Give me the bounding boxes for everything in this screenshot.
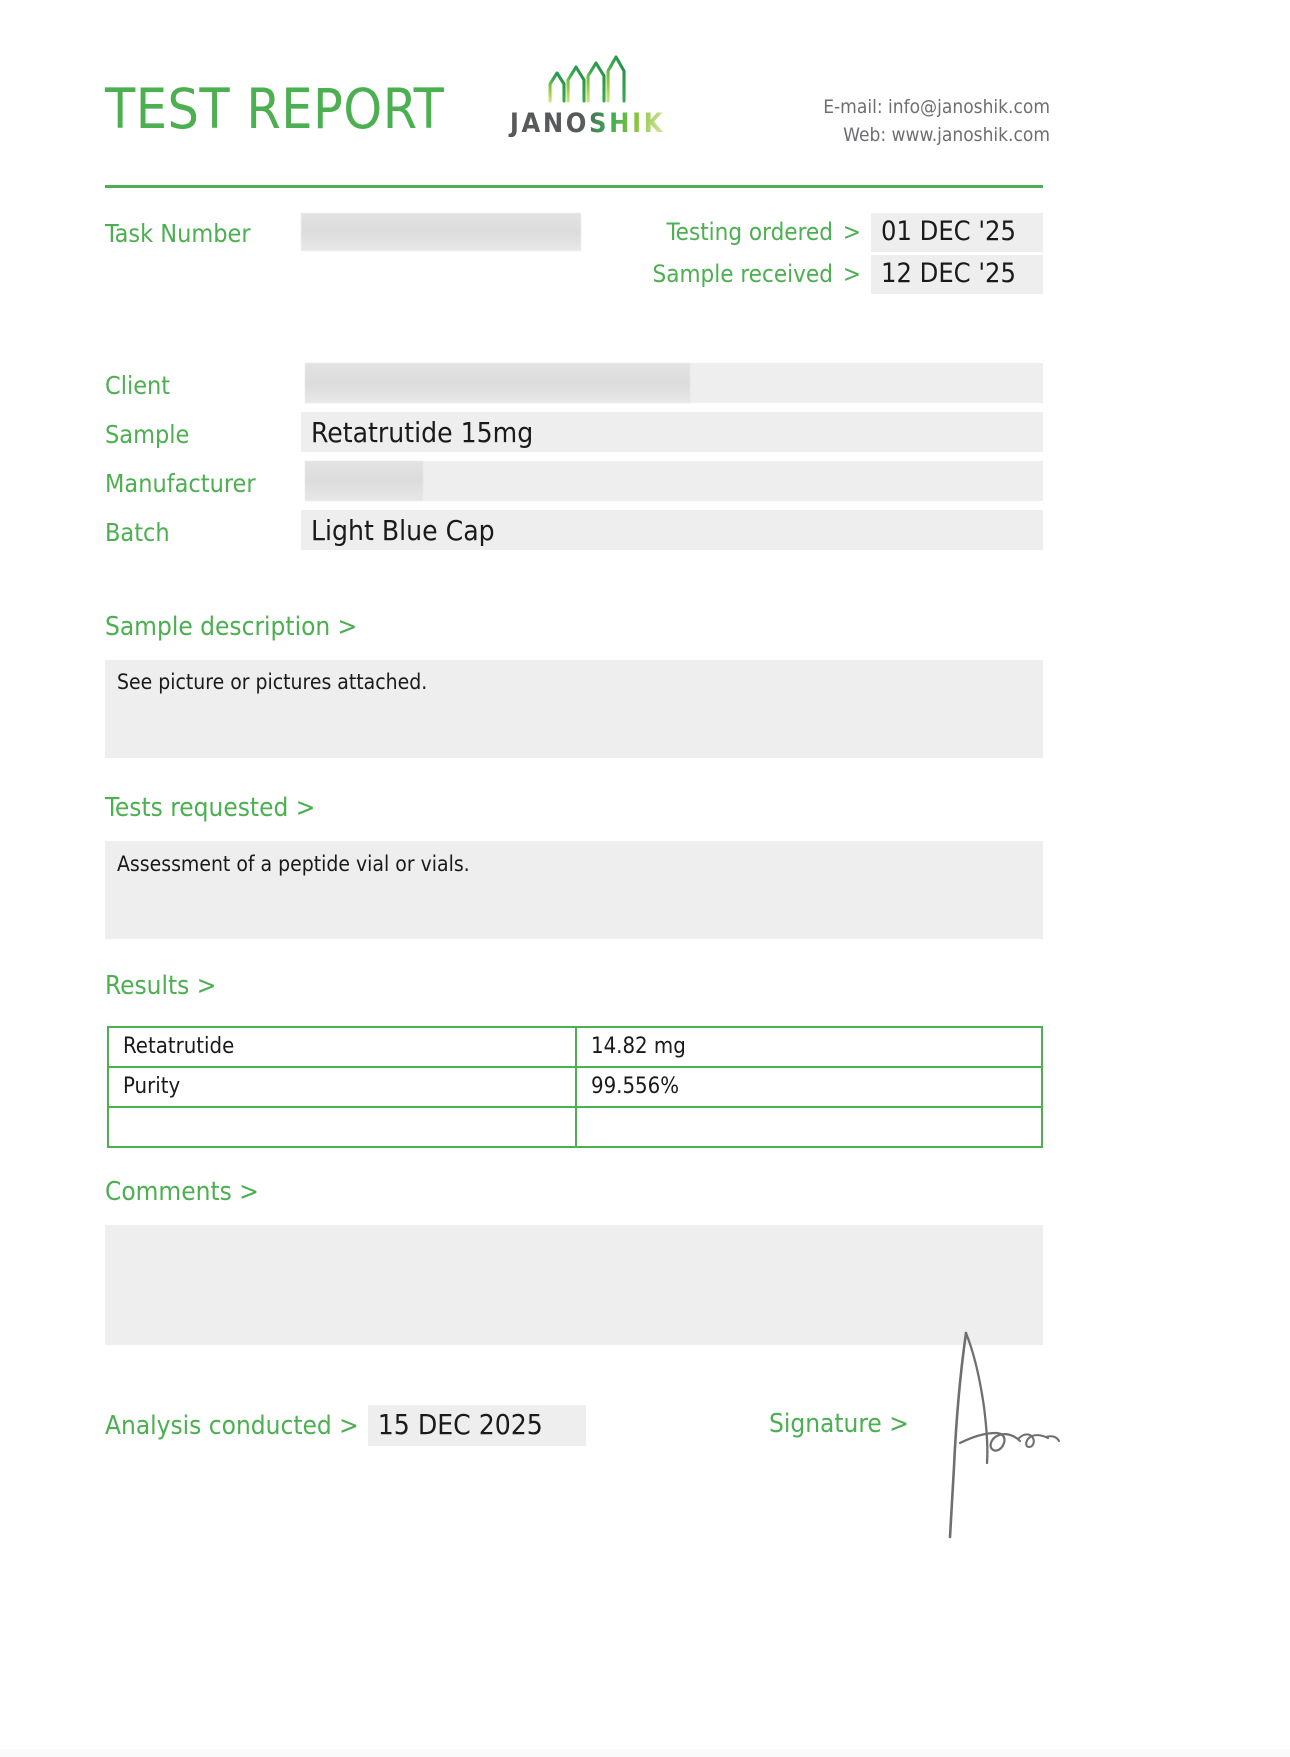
email-line: E-mail: info@janoshik.com xyxy=(823,96,1050,118)
result-value: 99.556% xyxy=(576,1067,1042,1107)
chromatogram-peaks-logo-icon xyxy=(546,52,630,104)
signature-label: Signature > xyxy=(769,1409,909,1439)
web-line: Web: www.janoshik.com xyxy=(843,123,1050,146)
janoshik-logo xyxy=(500,52,675,157)
header-divider xyxy=(105,185,1043,188)
analysis-conducted-row xyxy=(105,1405,586,1446)
testing-ordered-label: Testing ordered xyxy=(666,218,833,246)
sample-label: Sample xyxy=(105,420,190,449)
comments-heading: Comments > xyxy=(105,1177,259,1207)
result-value: 14.82 mg xyxy=(576,1027,1042,1067)
tests-requested-heading: Tests requested > xyxy=(105,793,316,823)
client-redacted-value xyxy=(305,363,690,403)
testing-ordered-value: 01 DEC '25 xyxy=(871,213,1043,252)
client-row xyxy=(105,363,1043,411)
manufacturer-row xyxy=(105,461,1043,509)
manufacturer-field xyxy=(305,461,1043,501)
task-and-dates-row xyxy=(105,213,1043,303)
result-name: Purity xyxy=(108,1067,576,1107)
report-header xyxy=(105,52,1050,170)
task-number-label: Task Number xyxy=(105,219,251,248)
sample-received-row xyxy=(623,253,1043,295)
client-field xyxy=(305,363,1043,403)
batch-field xyxy=(301,510,1043,550)
logo-wordmark: JANOSHIK xyxy=(500,110,675,137)
page-bottom-edge xyxy=(0,1749,1290,1757)
manufacturer-redacted-value xyxy=(305,461,423,501)
sample-received-value: 12 DEC '25 xyxy=(871,255,1043,294)
contact-info xyxy=(823,94,1050,149)
caret-icon: > xyxy=(842,260,861,288)
result-name xyxy=(108,1107,576,1147)
table-row xyxy=(108,1067,1042,1107)
handwritten-signature-icon xyxy=(930,1327,1060,1542)
sample-info-block xyxy=(105,363,1043,559)
tests-requested-text: Assessment of a peptide vial or vials. xyxy=(117,852,470,876)
batch-label: Batch xyxy=(105,518,170,547)
table-row xyxy=(108,1027,1042,1067)
manufacturer-label: Manufacturer xyxy=(105,469,256,498)
results-heading: Results > xyxy=(105,971,217,1001)
result-value xyxy=(576,1107,1042,1147)
page-title: TEST REPORT xyxy=(105,77,445,141)
batch-value: Light Blue Cap xyxy=(311,513,495,547)
table-row xyxy=(108,1107,1042,1147)
batch-row xyxy=(105,510,1043,558)
task-number-redacted-value xyxy=(301,213,581,251)
caret-icon: > xyxy=(842,218,861,246)
sample-field xyxy=(301,412,1043,452)
result-name: Retatrutide xyxy=(108,1027,576,1067)
sample-description-heading: Sample description > xyxy=(105,612,358,642)
sample-value: Retatrutide 15mg xyxy=(311,415,534,449)
analysis-conducted-value: 15 DEC 2025 xyxy=(368,1405,586,1446)
sample-received-label: Sample received xyxy=(652,260,833,288)
comments-box xyxy=(105,1225,1043,1345)
sample-description-text: See picture or pictures attached. xyxy=(117,670,428,694)
dates-block xyxy=(623,211,1043,295)
results-table xyxy=(107,1026,1043,1148)
sample-row xyxy=(105,412,1043,460)
analysis-conducted-label: Analysis conducted > xyxy=(105,1410,359,1441)
client-label: Client xyxy=(105,371,171,400)
testing-ordered-row xyxy=(623,211,1043,253)
